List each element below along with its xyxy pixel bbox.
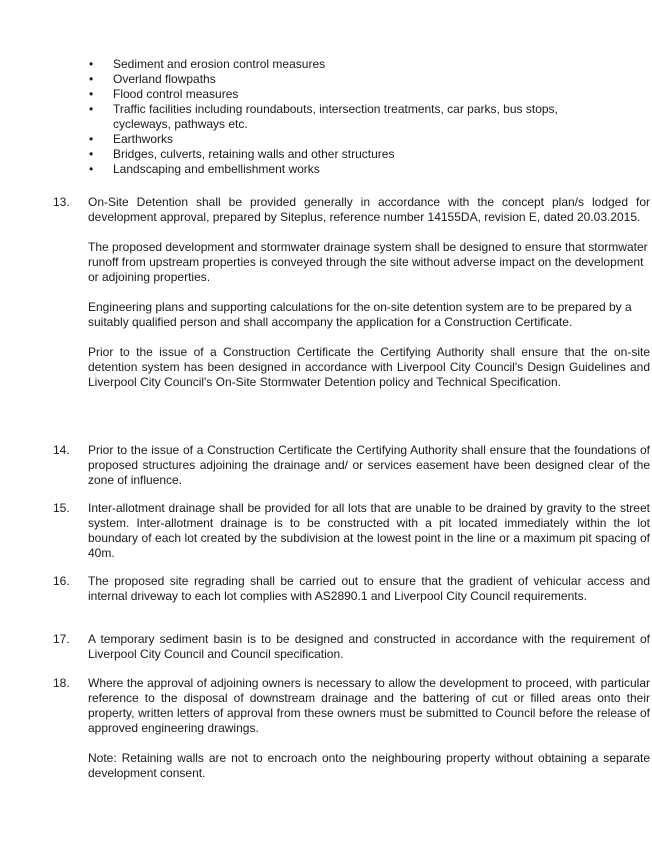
condition-paragraph: Prior to the issue of a Construction Certificate the Certifying Authority shall ensure that the foundations of proposed structures adjoining the drainage and/ or services easement have been designed clear of the zone of influence. bbox=[88, 443, 650, 487]
bullet-dot-icon: • bbox=[89, 87, 94, 101]
bullet-dot-icon: • bbox=[89, 102, 94, 116]
bullet-text: Sediment and erosion control measures bbox=[113, 57, 326, 71]
condition-paragraph: Engineering plans and supporting calculations for the on-site detention system are to be prepared by a suitably qualified person and shall accompany the application for a Construction Certificate. bbox=[88, 300, 632, 329]
bullet-text: Overland flowpaths bbox=[113, 72, 216, 86]
condition-number: 13. bbox=[53, 195, 70, 209]
bullet-item bbox=[89, 87, 609, 102]
condition-number: 17. bbox=[53, 632, 70, 646]
condition-number: 15. bbox=[53, 501, 70, 515]
bullet-item bbox=[89, 102, 609, 132]
bullet-item bbox=[89, 72, 609, 87]
bullet-item bbox=[89, 147, 609, 162]
condition-paragraph: Inter-allotment drainage shall be provided for all lots that are unable to be drained by gravity to the street system. Inter-allotment drainage is to be constructed with a pit located immediately within the lot boundary of each lot created by the subdivision at the lowest point in the line or a maximum pit spacing of 40m. bbox=[88, 501, 650, 560]
bullet-dot-icon: • bbox=[89, 162, 94, 176]
bullet-item bbox=[89, 132, 609, 147]
bullet-dot-icon: • bbox=[89, 72, 94, 86]
bullet-item bbox=[89, 162, 609, 177]
condition-number: 16. bbox=[53, 574, 70, 588]
bullet-list bbox=[89, 57, 609, 177]
condition-number: 18. bbox=[53, 676, 70, 690]
bullet-dot-icon: • bbox=[89, 132, 94, 146]
bullet-dot-icon: • bbox=[89, 147, 94, 161]
condition-paragraph: On-Site Detention shall be provided generally in accordance with the concept plan/s lodged for development approval, prepared by Siteplus, reference number 14155DA, revision E, dated 20.03.2015. bbox=[88, 195, 650, 224]
condition-paragraph: The proposed site regrading shall be carried out to ensure that the gradient of vehicular access and internal driveway to each lot complies with AS2890.1 and Liverpool City Council requirements. bbox=[88, 574, 650, 603]
condition-paragraph: Prior to the issue of a Construction Certificate the Certifying Authority shall ensure that the on-site detention system has been designed in accordance with Liverpool City Council's Design Guidelines and Liverpool City Council's On-Site Stormwater Detention policy and Technical Specification. bbox=[88, 345, 650, 389]
condition-number: 14. bbox=[53, 443, 70, 457]
bullet-dot-icon: • bbox=[89, 57, 94, 71]
bullet-text: Bridges, culverts, retaining walls and other structures bbox=[113, 147, 395, 161]
bullet-text: Flood control measures bbox=[113, 87, 239, 101]
condition-paragraph: The proposed development and stormwater drainage system shall be designed to ensure that stormwater runoff from upstream properties is conveyed through the site without adverse impact on the development or adjoining properties. bbox=[88, 240, 648, 284]
condition-paragraph: Where the approval of adjoining owners is necessary to allow the development to proceed, with particular reference to the disposal of downstream drainage and the battering of cut or filled areas onto their property, written letters of approval from these owners must be submitted to Council before the release of approved engineering drawings. bbox=[88, 676, 650, 735]
bullet-text: Earthworks bbox=[113, 132, 174, 146]
condition-paragraph: A temporary sediment basin is to be designed and constructed in accordance with the requirement of Liverpool City Council and Council specification. bbox=[88, 632, 650, 661]
bullet-text: Traffic facilities including roundabouts, intersection treatments, car parks, bus stops, cycleways, pathways etc. bbox=[113, 102, 558, 131]
bullet-item bbox=[89, 57, 609, 72]
bullet-text: Landscaping and embellishment works bbox=[113, 162, 320, 176]
condition-note: Note: Retaining walls are not to encroach onto the neighbouring property without obtaining a separate development consent. bbox=[88, 751, 650, 780]
